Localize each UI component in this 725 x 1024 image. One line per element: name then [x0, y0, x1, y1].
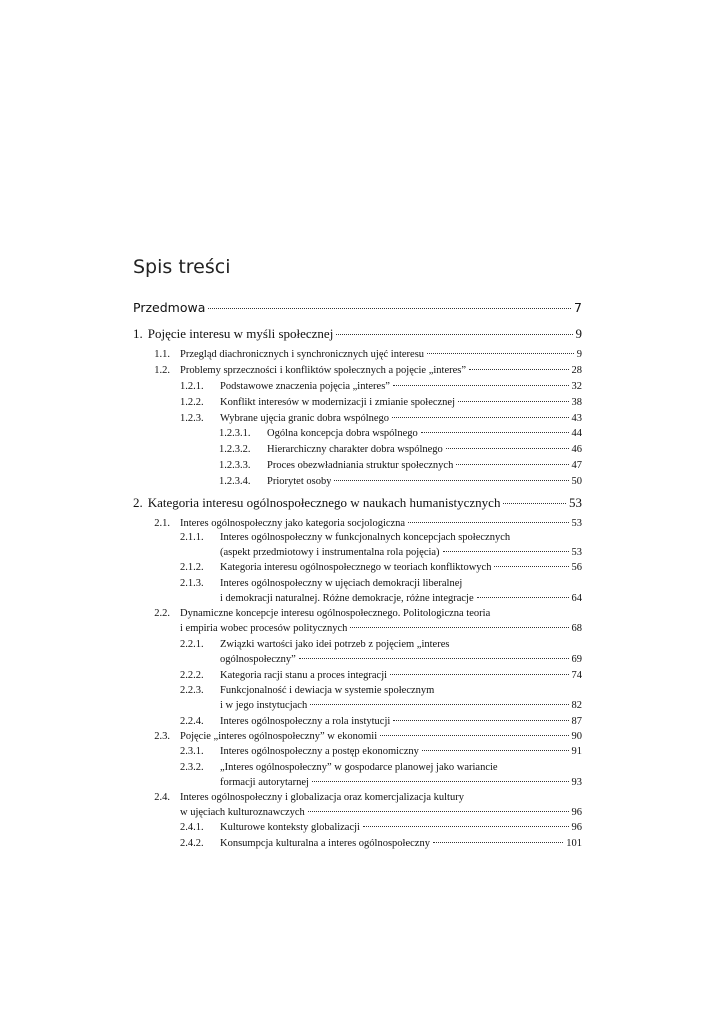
toc-entry-title: Hierarchiczny charakter dobra wspólnego: [267, 444, 443, 455]
leader-dots: [310, 704, 568, 705]
toc-entry-title: „Interes ogólnospołeczny” w gospodarce planowej jako wariancie: [220, 762, 498, 773]
leader-dots: [446, 448, 569, 449]
toc-entry-2-3-1[interactable]: [180, 746, 582, 757]
toc-entry-page: 28: [571, 365, 582, 376]
toc-entry-title: Ogólna koncepcja dobra wspólnego: [267, 428, 418, 439]
toc-entry-page: 46: [571, 444, 582, 455]
toc-entry-2-1-3-line-1[interactable]: [180, 578, 462, 589]
toc-entry-title: Kulturowe konteksty globalizacji: [220, 822, 360, 833]
toc-entry-title-continuation: i empiria wobec procesów politycznych: [180, 623, 348, 634]
toc-entry-2-4[interactable]: [180, 807, 582, 818]
toc-entry-page: 44: [571, 428, 582, 439]
toc-entry-number: 1.2.3.: [180, 413, 204, 424]
toc-entry-number: 1.2.3.1.: [219, 428, 251, 439]
toc-entry-2-2-1[interactable]: [220, 654, 582, 665]
leader-dots: [334, 480, 568, 481]
toc-entry-1-2-2[interactable]: [180, 397, 582, 408]
leader-dots: [469, 369, 568, 370]
toc-entry-2-1[interactable]: [144, 518, 582, 529]
toc-entry-1-2[interactable]: [144, 365, 582, 376]
toc-entry-1-2-3-1[interactable]: [219, 428, 582, 439]
leader-dots: [392, 417, 568, 418]
toc-entry-page: 9: [576, 349, 582, 360]
toc-entry-page: 38: [571, 397, 582, 408]
toc-entry-number: 2.: [133, 495, 143, 510]
toc-entry-title: Interes ogólnospołeczny i globalizacja oraz komercjalizacja kultury: [180, 792, 464, 803]
toc-entry-2-2-3-line-1[interactable]: [180, 685, 434, 696]
toc-entry-1-2-1[interactable]: [180, 381, 582, 392]
toc-entry-number: 2.2.3.: [180, 685, 204, 696]
toc-entry-title: Kategoria interesu ogólnospołecznego w naukach humanistycznych: [147, 495, 501, 510]
page-title: Spis treści: [133, 256, 231, 278]
leader-dots: [208, 308, 571, 309]
toc-entry-number: 2.2.2.: [180, 670, 204, 681]
toc-entry-2-3[interactable]: [144, 731, 582, 742]
toc-entry-page: 82: [571, 700, 582, 711]
toc-entry-number: 1.2.1.: [180, 381, 204, 392]
toc-entry-number: 2.3.: [154, 731, 170, 742]
toc-entry-title: Konflikt interesów w modernizacji i zmianie społecznej: [220, 397, 456, 408]
toc-entry-title: Funkcjonalność i dewiacja w systemie społecznym: [220, 685, 435, 696]
toc-entry-page: 101: [566, 838, 582, 849]
toc-entry-page: 93: [571, 777, 582, 788]
leader-dots: [433, 842, 563, 843]
toc-entry-page: 96: [571, 807, 582, 818]
toc-entry-number: 2.3.2.: [180, 762, 204, 773]
leader-dots: [422, 750, 569, 751]
toc-entry-number: 2.4.: [154, 792, 170, 803]
toc-entry-page: 53: [571, 518, 582, 529]
leader-dots: [458, 401, 568, 402]
toc-entry-page: 53: [569, 495, 582, 510]
toc-entry-number: 1.: [133, 326, 143, 341]
toc-entry-number: 2.1.3.: [180, 578, 204, 589]
toc-entry-1-1[interactable]: [144, 349, 582, 360]
leader-dots: [494, 566, 568, 567]
toc-entry-number: 2.2.1.: [180, 639, 204, 650]
toc-entry-page: 47: [571, 460, 582, 471]
toc-entry-page: 7: [574, 300, 582, 315]
toc-entry-title: Kategoria racji stanu a proces integracji: [220, 670, 388, 681]
toc-entry-2-4-line-1[interactable]: [144, 792, 464, 803]
toc-entry-number: 2.4.2.: [180, 838, 204, 849]
leader-dots: [393, 720, 568, 721]
toc-entry-page: 9: [575, 326, 582, 341]
toc-entry-page: 90: [571, 731, 582, 742]
toc-entry-title: Kategoria interesu ogólnospołecznego w teoriach konfliktowych: [220, 562, 492, 573]
toc-entry-page: 87: [571, 716, 582, 727]
leader-dots: [363, 826, 569, 827]
toc-entry-page: 69: [571, 654, 582, 665]
toc-entry-number: 1.2.: [154, 365, 170, 376]
toc-entry-title: Interes ogólnospołeczny a postęp ekonomiczny: [220, 746, 419, 757]
toc-entry-title: Przegląd diachronicznych i synchronicznych ujęć interesu: [180, 349, 425, 360]
toc-entry-title: Priorytet osoby: [267, 476, 332, 487]
leader-dots: [308, 811, 569, 812]
toc-entry-number: 1.2.3.3.: [219, 460, 251, 471]
toc-entry-page: 68: [571, 623, 582, 634]
leader-dots: [503, 503, 566, 504]
toc-entry-title: Problemy sprzeczności i konfliktów społecznych a pojęcie „interes”: [180, 365, 467, 376]
toc-entry-number: 2.4.1.: [180, 822, 204, 833]
toc-entry-1-2-3-3[interactable]: [219, 460, 582, 471]
toc-entry-1-2-3[interactable]: [180, 413, 582, 424]
leader-dots: [443, 551, 569, 552]
toc-entry-title: Pojęcie „interes ogólnospołeczny” w ekonomii: [180, 731, 378, 742]
toc-entry-title-continuation: formacji autorytarnej: [220, 777, 309, 788]
toc-entry-chapter-2[interactable]: [133, 495, 582, 511]
toc-entry-title: Interes ogólnospołeczny w ujęciach demokracji liberalnej: [220, 578, 463, 589]
toc-entry-page: 32: [571, 381, 582, 392]
toc-entry-2-2-2[interactable]: [180, 670, 582, 681]
leader-dots: [427, 353, 574, 354]
toc-entry-page: 43: [571, 413, 582, 424]
toc-entry-title: Dynamiczne koncepcje interesu ogólnospołecznego. Politologiczna teoria: [180, 608, 491, 619]
toc-entry-2-2[interactable]: [180, 623, 582, 634]
toc-entry-page: 96: [571, 822, 582, 833]
leader-dots: [299, 658, 569, 659]
leader-dots: [456, 464, 568, 465]
toc-entry-number: 2.1.: [154, 518, 170, 529]
leader-dots: [408, 522, 568, 523]
toc-entry-2-2-line-1[interactable]: [144, 608, 490, 619]
toc-entry-number: 2.1.2.: [180, 562, 204, 573]
toc-entry-title-continuation: w ujęciach kulturoznawczych: [180, 807, 305, 818]
toc-entry-number: 1.2.2.: [180, 397, 204, 408]
toc-entry-page: 50: [571, 476, 582, 487]
leader-dots: [336, 334, 572, 335]
toc-entry-page: 64: [571, 593, 582, 604]
toc-entry-2-4-2[interactable]: [180, 838, 582, 849]
toc-entry-number: 1.2.3.4.: [219, 476, 251, 487]
toc-entry-przedmowa[interactable]: [133, 300, 582, 315]
toc-entry-2-3-2[interactable]: [220, 777, 582, 788]
toc-entry-2-4-1[interactable]: [180, 822, 582, 833]
toc-entry-number: 2.2.: [154, 608, 170, 619]
toc-entry-2-2-1-line-1[interactable]: [180, 639, 449, 650]
toc-entry-title: Interes ogólnospołeczny a rola instytucji: [220, 716, 391, 727]
toc-entry-title: Wybrane ujęcia granic dobra wspólnego: [220, 413, 390, 424]
toc-entry-title-continuation: (aspekt przedmiotowy i instrumentalna rola pojęcia): [220, 547, 440, 558]
toc-entry-chapter-1[interactable]: [133, 326, 582, 342]
toc-entry-number: 2.3.1.: [180, 746, 204, 757]
toc-entry-title-continuation: i demokracji naturalnej. Różne demokracje, różne integracje: [220, 593, 474, 604]
leader-dots: [421, 432, 569, 433]
toc-entry-title: Podstawowe znaczenia pojęcia „interes”: [220, 381, 390, 392]
toc-entry-number: 2.1.1.: [180, 532, 204, 543]
toc-entry-title-continuation: ogólnospołeczny”: [220, 654, 296, 665]
leader-dots: [380, 735, 568, 736]
leader-dots: [393, 385, 569, 386]
toc-entry-page: 91: [571, 746, 582, 757]
toc-entry-2-1-2[interactable]: [180, 562, 582, 573]
toc-entry-title: Interes ogólnospołeczny w funkcjonalnych koncepcjach społecznych: [220, 532, 511, 543]
toc-entry-2-3-2-line-1[interactable]: [180, 762, 498, 773]
toc-entry-number: 1.2.3.2.: [219, 444, 251, 455]
toc-entry-title: Konsumpcja kulturalna a interes ogólnospołeczny: [220, 838, 430, 849]
toc-entry-2-2-4[interactable]: [180, 716, 582, 727]
leader-dots: [350, 627, 568, 628]
toc-entry-page: 53: [571, 547, 582, 558]
toc-entry-title: Pojęcie interesu w myśli społecznej: [147, 326, 334, 341]
leader-dots: [312, 781, 569, 782]
toc-entry-2-1-1-line-1[interactable]: [180, 532, 510, 543]
toc-entry-1-2-3-2[interactable]: [219, 444, 582, 455]
leader-dots: [390, 674, 568, 675]
toc-entry-title: Przedmowa: [133, 300, 206, 315]
toc-entry-number: 2.2.4.: [180, 716, 204, 727]
toc-entry-title: Interes ogólnospołeczny jako kategoria socjologiczna: [180, 518, 406, 529]
toc-entry-2-2-3[interactable]: [220, 700, 582, 711]
leader-dots: [477, 597, 569, 598]
toc-entry-title: Związki wartości jako idei potrzeb z pojęciem „interes: [220, 639, 450, 650]
toc-entry-page: 56: [571, 562, 582, 573]
toc-entry-2-1-1[interactable]: [220, 547, 582, 558]
toc-entry-1-2-3-4[interactable]: [219, 476, 582, 487]
toc-entry-number: 1.1.: [154, 349, 170, 360]
toc-entry-page: 74: [571, 670, 582, 681]
toc-entry-title-continuation: i w jego instytucjach: [220, 700, 308, 711]
toc-entry-title: Proces obezwładniania struktur społecznych: [267, 460, 454, 471]
toc-entry-2-1-3[interactable]: [220, 593, 582, 604]
